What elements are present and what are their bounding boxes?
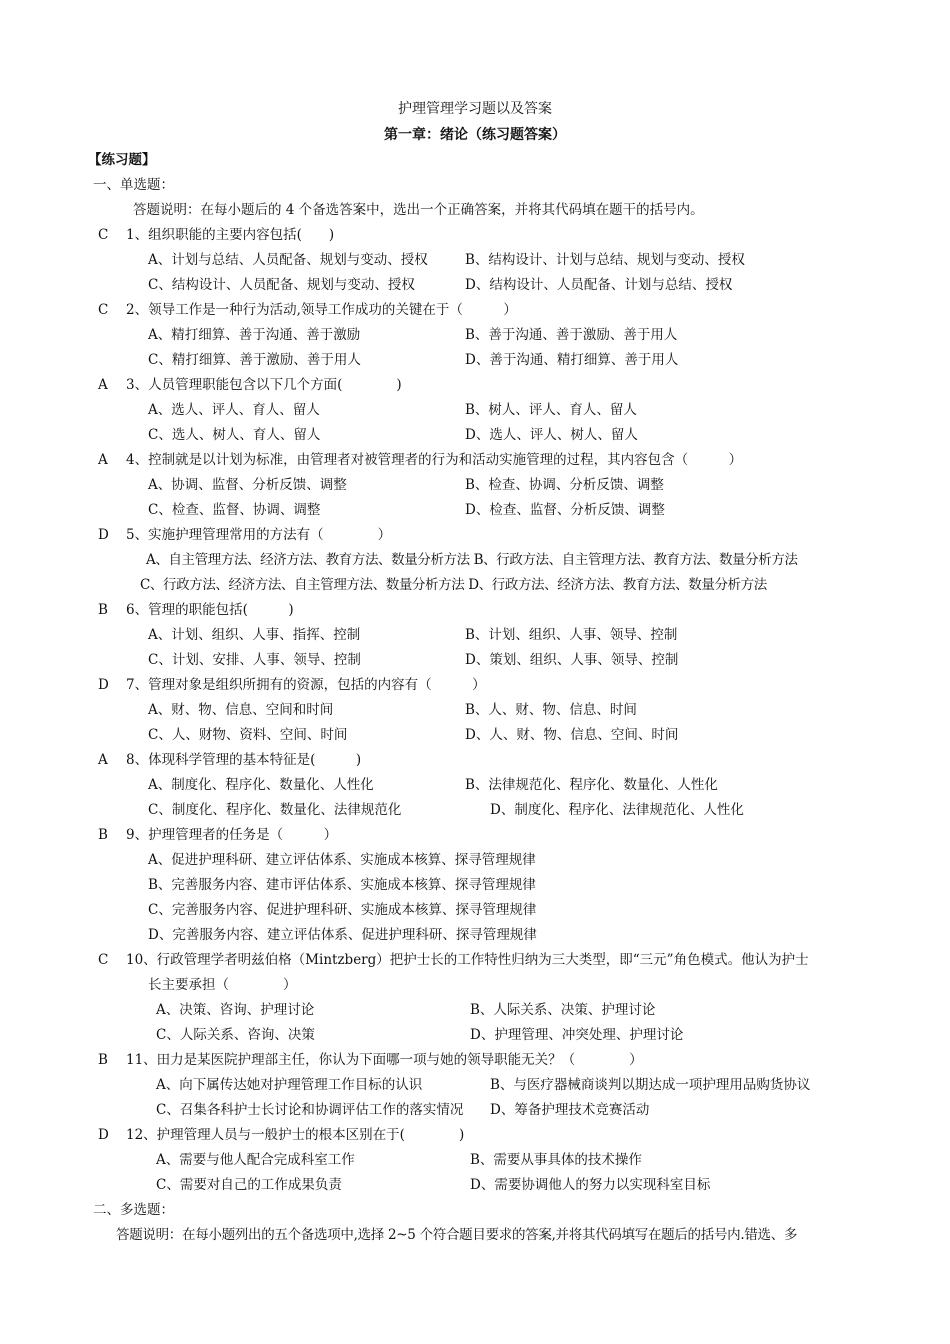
question-stem: 10、行政管理学者明兹伯格（Mintzberg）把护士长的工作特性归纳为三大类型，即“三元”角色模式。他认为护士 <box>126 952 809 968</box>
chapter-title: 第一章：绪论（练习题答案） <box>384 127 566 143</box>
option-a: A、制度化、程序化、数量化、人性化 <box>148 777 374 793</box>
option-a: A、促进护理科研、建立评估体系、实施成本核算、探寻管理规律 <box>148 852 536 868</box>
option-a: A、财、物、信息、空间和时间 <box>148 702 334 718</box>
answer-key: C <box>98 302 109 318</box>
question-stem: 7、管理对象是组织所拥有的资源，包括的内容有（ ） <box>126 677 486 693</box>
option-b: B、人、财、物、信息、时间 <box>465 702 637 718</box>
option-d: D、结构设计、人员配备、计划与总结、授权 <box>465 277 733 293</box>
multi-choice-instructions: 答题说明：在每小题列出的五个备选项中,选择 2~5 个符合题目要求的答案,并将其代码填写在题后的括号内.错选、多 <box>116 1227 798 1243</box>
option-a: A、决策、咨询、护理讨论 <box>156 1002 315 1018</box>
option-a: A、向下属传达她对护理管理工作目标的认识 <box>156 1077 423 1093</box>
question-stem: 9、护理管理者的任务是（ ） <box>126 827 338 843</box>
question-stem: 1、组织职能的主要内容包括( ) <box>126 227 335 243</box>
option-c: C、人、财物、资料、空间、时间 <box>148 727 348 743</box>
option-c: C、召集各科护士长讨论和协调评估工作的落实情况 <box>156 1102 464 1118</box>
option-d: D、筹备护理技术竞赛活动 <box>490 1102 650 1118</box>
option-d: D、完善服务内容、建立评估体系、促进护理科研、探寻管理规律 <box>148 927 537 943</box>
single-choice-instructions: 答题说明：在每小题后的 4 个备选答案中，选出一个正确答案，并将其代码填在题干的括号内。 <box>133 202 704 218</box>
option-d: D、人、财、物、信息、空间、时间 <box>465 727 679 743</box>
option-c: C、完善服务内容、促进护理科研、实施成本核算、探寻管理规律 <box>148 902 537 918</box>
option-c: C、需要对自己的工作成果负责 <box>156 1177 342 1193</box>
option-c: C、制度化、程序化、数量化、法律规范化 <box>148 802 402 818</box>
answer-key: B <box>98 1052 108 1068</box>
option-b: B、结构设计、计划与总结、规划与变动、授权 <box>465 252 745 268</box>
doc-title: 护理管理学习题以及答案 <box>398 101 552 117</box>
option-a: A、计划与总结、人员配备、规划与变动、授权 <box>148 252 428 268</box>
options-line-cd: C、行政方法、经济方法、自主管理方法、数量分析方法 D、行政方法、经济方法、教育方法、数量分析方法 <box>140 577 767 593</box>
answer-key: C <box>98 952 109 968</box>
answer-key: A <box>98 452 108 468</box>
option-c: C、选人、树人、育人、留人 <box>148 427 321 443</box>
question-stem: 11、田力是某医院护理部主任，你认为下面哪一项与她的领导职能无关？（ ） <box>126 1052 643 1068</box>
question-stem: 2、领导工作是一种行为活动,领导工作成功的关键在于（ ） <box>126 302 517 318</box>
answer-key: A <box>98 752 108 768</box>
answer-key: D <box>98 1127 109 1143</box>
option-d: D、制度化、程序化、法律规范化、人性化 <box>490 802 744 818</box>
option-b: B、检查、协调、分析反馈、调整 <box>465 477 664 493</box>
question-stem: 4、控制就是以计划为标准，由管理者对被管理者的行为和活动实施管理的过程，其内容包含（ ） <box>126 452 743 468</box>
option-d: D、善于沟通、精打细算、善于用人 <box>465 352 679 368</box>
option-c: C、精打细算、善于激励、善于用人 <box>148 352 361 368</box>
question-stem: 5、实施护理管理常用的方法有（ ） <box>126 527 392 543</box>
option-b: B、与医疗器械商谈判以期达成一项护理用品购货协议 <box>490 1077 811 1093</box>
options-line-ab: A、自主管理方法、经济方法、教育方法、数量分析方法 B、行政方法、自主管理方法、教育方法、数量分析方法 <box>146 552 798 568</box>
option-d: D、选人、评人、树人、留人 <box>465 427 638 443</box>
question-stem: 12、护理管理人员与一般护士的根本区别在于( ) <box>126 1127 465 1143</box>
option-b: B、计划、组织、人事、领导、控制 <box>465 627 678 643</box>
answer-key: A <box>98 377 108 393</box>
option-c: C、检查、监督、协调、调整 <box>148 502 321 518</box>
option-b: B、人际关系、决策、护理讨论 <box>470 1002 656 1018</box>
option-b: B、完善服务内容、建市评估体系、实施成本核算、探寻管理规律 <box>148 877 536 893</box>
option-b: B、善于沟通、善于激励、善于用人 <box>465 327 678 343</box>
option-a: A、需要与他人配合完成科室工作 <box>156 1152 355 1168</box>
question-stem: 8、体现科学管理的基本特征是( ) <box>126 752 362 768</box>
question-stem-continued: 长主要承担（ ） <box>148 977 297 993</box>
option-b: B、树人、评人、育人、留人 <box>465 402 637 418</box>
answer-key: B <box>98 602 108 618</box>
option-a: A、精打细算、善于沟通、善于激励 <box>148 327 361 343</box>
option-c: C、计划、安排、人事、领导、控制 <box>148 652 361 668</box>
question-stem: 3、人员管理职能包含以下几个方面( ) <box>126 377 402 393</box>
option-d: D、护理管理、冲突处理、护理讨论 <box>470 1027 684 1043</box>
answer-key: D <box>98 527 109 543</box>
option-c: C、结构设计、人员配备、规划与变动、授权 <box>148 277 415 293</box>
option-b: B、法律规范化、程序化、数量化、人性化 <box>465 777 718 793</box>
practice-header: 【练习题】 <box>88 152 156 168</box>
option-d: D、策划、组织、人事、领导、控制 <box>465 652 679 668</box>
option-b: B、需要从事具体的技术操作 <box>470 1152 642 1168</box>
option-d: D、检查、监督、分析反馈、调整 <box>465 502 665 518</box>
option-a: A、选人、评人、育人、留人 <box>148 402 320 418</box>
answer-key: C <box>98 227 109 243</box>
question-stem: 6、管理的职能包括( ) <box>126 602 294 618</box>
option-c: C、人际关系、咨询、决策 <box>156 1027 315 1043</box>
answer-key: B <box>98 827 108 843</box>
option-a: A、计划、组织、人事、指挥、控制 <box>148 627 361 643</box>
single-choice-header: 一、单选题： <box>93 177 174 193</box>
option-a: A、协调、监督、分析反馈、调整 <box>148 477 347 493</box>
multi-choice-header: 二、多选题： <box>93 1202 174 1218</box>
answer-key: D <box>98 677 109 693</box>
option-d: D、需要协调他人的努力以实现科室目标 <box>470 1177 711 1193</box>
